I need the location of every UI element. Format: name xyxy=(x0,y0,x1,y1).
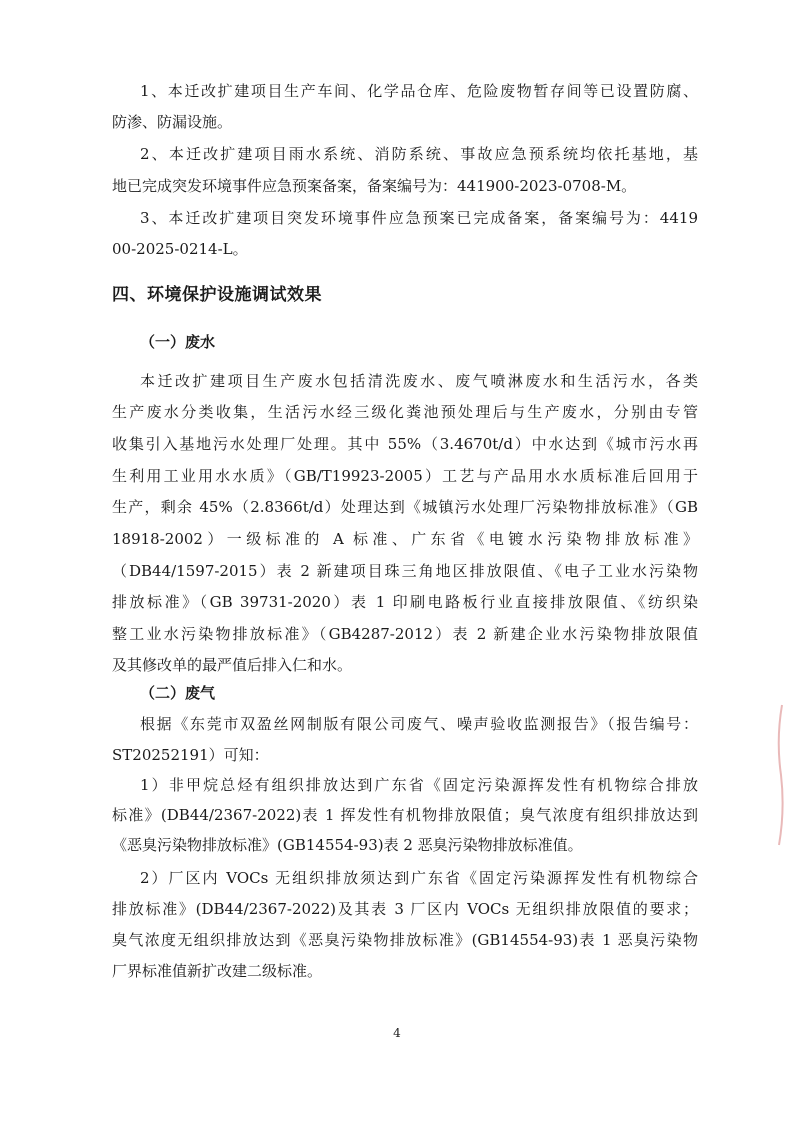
item-1-line-1: 1、本迁改扩建项目生产车间、化学品仓库、危险废物暂存间等已设置防腐、 xyxy=(140,82,698,100)
waste-gas-heading: （二）废气 xyxy=(140,684,216,702)
wastewater-line-1: 本迁改扩建项目生产废水包括清洗废水、废气喷淋废水和生活污水，各类 xyxy=(140,372,698,390)
point-1-line-2: 标准》(DB44/2367-2022)表 1 挥发性有机物排放限值；臭气浓度有组织排放达到 xyxy=(112,806,698,824)
wastewater-line-3: 收集引入基地污水处理厂处理。其中 55%（3.4670t/d）中水达到《城市污水再 xyxy=(112,435,698,453)
wastewater-heading: （一）废水 xyxy=(140,333,216,351)
point-2-line-3: 臭气浓度无组织排放达到《恶臭污染物排放标准》(GB14554-93)表 1 恶臭污染物 xyxy=(112,931,698,949)
waste-gas-intro-line-1: 根据《东莞市双盈丝网制版有限公司废气、噪声验收监测报告》（报告编号： xyxy=(140,715,698,733)
item-1-line-2: 防渗、防漏设施。 xyxy=(112,113,233,131)
item-2-line-2: 地已完成突发环境事件应急预案备案，备案编号为：441900-2023-0708-M。 xyxy=(112,177,637,195)
item-3-line-2: 00-2025-0214-L。 xyxy=(112,240,248,258)
wastewater-line-6: 18918-2002）一级标准的 A 标准、广东省《电镀水污染物排放标准》 xyxy=(112,530,698,548)
wastewater-line-4: 生利用工业用水水质》（GB/T19923-2005）工艺与产品用水水质标准后回用于 xyxy=(112,467,698,485)
wastewater-line-5: 生产，剩余 45%（2.8366t/d）处理达到《城镇污水处理厂污染物排放标准》（GB xyxy=(112,498,698,516)
waste-gas-intro-line-2: ST20252191）可知： xyxy=(112,746,269,764)
wastewater-line-8: 排放标准》（GB 39731-2020）表 1 印刷电路板行业直接排放限值、《纺织染 xyxy=(112,593,698,611)
point-1-line-1: 1）非甲烷总烃有组织排放达到广东省《固定污染源挥发性有机物综合排放 xyxy=(140,776,698,794)
point-2-line-4: 厂界标准值新扩改建二级标准。 xyxy=(112,962,323,980)
wastewater-line-10: 及其修改单的最严值后排入仁和水。 xyxy=(112,656,353,674)
point-2-line-2: 排放标准》(DB44/2367-2022)及其表 3 厂区内 VOCs 无组织排放限值的要求； xyxy=(112,900,698,918)
item-3-line-1: 3、本迁改扩建项目突发环境事件应急预案已完成备案，备案编号为：4419 xyxy=(140,209,698,227)
page-number: 4 xyxy=(393,1026,401,1040)
wastewater-line-2: 生产废水分类收集，生活污水经三级化粪池预处理后与生产废水，分别由专管 xyxy=(112,403,698,421)
item-2-line-1: 2、本迁改扩建项目雨水系统、消防系统、事故应急预系统均依托基地，基 xyxy=(140,145,698,163)
wastewater-line-7: （DB44/1597-2015）表 2 新建项目珠三角地区排放限值、《电子工业水污染物 xyxy=(112,562,698,580)
section-4-heading: 四、环境保护设施调试效果 xyxy=(112,285,322,305)
point-2-line-1: 2）厂区内 VOCs 无组织排放须达到广东省《固定污染源挥发性有机物综合 xyxy=(140,869,698,887)
point-1-line-3: 《恶臭污染物排放标准》(GB14554-93)表 2 恶臭污染物排放标准值。 xyxy=(112,836,583,854)
wastewater-line-9: 整工业水污染物排放标准》（GB4287-2012）表 2 新建企业水污染物排放限值 xyxy=(112,625,698,643)
seal-edge-mark xyxy=(774,700,786,850)
